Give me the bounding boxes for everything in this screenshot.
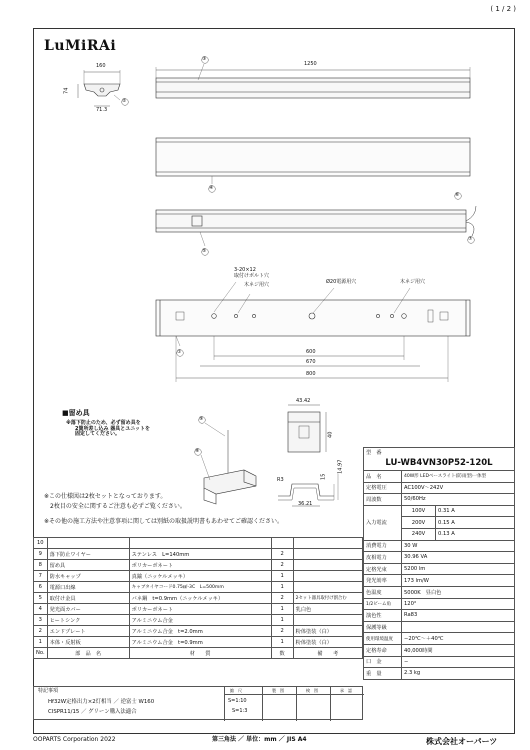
spec-key: 重 量	[364, 668, 402, 680]
spec-key: 消費電力	[364, 540, 402, 552]
dim-end-height: 74	[63, 87, 70, 94]
special-line-1: Hf32W定格出力×2灯相当 ／ 逆富士 W160	[48, 699, 155, 705]
spec-value: 5000K 昼白色	[402, 586, 515, 598]
part-name: 留め具	[47, 560, 129, 571]
table-row	[34, 604, 363, 615]
callout-5: ⑤	[202, 248, 207, 254]
table-row	[34, 582, 363, 593]
part-qty: 1	[271, 604, 293, 615]
part-name: 取付け金具	[47, 593, 129, 604]
scale-label: 縮 尺	[230, 688, 242, 693]
table-row	[34, 626, 363, 637]
part-material: キャブタイヤコード0.75㎟-3C L=500mm	[129, 582, 271, 593]
spec-key: 定格光束	[364, 563, 402, 575]
part-name	[47, 538, 129, 549]
special-notes-box	[33, 686, 363, 720]
stamp-check: 検 図	[306, 688, 318, 693]
scale-value-2: S=1:3	[232, 708, 248, 714]
header-name: 部 品 名	[47, 648, 129, 659]
part-remarks	[293, 571, 362, 582]
dim-hole-small-line1: 3-20×12	[234, 267, 256, 273]
input-current-label: 入力電流	[364, 505, 402, 540]
part-name: 防水キャップ	[47, 571, 129, 582]
table-row	[34, 560, 363, 571]
part-no: 4	[34, 604, 48, 615]
part-qty: 2	[271, 593, 293, 604]
part-material: アルミニウム合金 t=2.0mm	[129, 626, 271, 637]
spec-key: 皮相電力	[364, 552, 402, 564]
part-qty: 2	[271, 549, 293, 560]
part-name: 発光面カバー	[47, 604, 129, 615]
fixture-note-line2: 2箇所差し込み 器具とユニットを	[75, 425, 151, 432]
callout-8: ⑧	[195, 448, 200, 454]
spec-value: 30 W	[402, 540, 515, 552]
spec-value: 5200 lm	[402, 563, 515, 575]
spec-value: 40,000時間	[402, 644, 515, 656]
divider	[330, 687, 331, 721]
page-number: ( 1 / 2 )	[490, 5, 516, 13]
part-no: 2	[34, 626, 48, 637]
part-remarks: 粉体塗装（白）	[293, 626, 362, 637]
part-qty: 1	[271, 637, 293, 648]
dim-800: 800	[306, 371, 316, 377]
header-material: 材 質	[129, 648, 271, 659]
input-voltage: 200V	[402, 517, 436, 529]
part-name: エンドプレート	[47, 626, 129, 637]
part-no: 9	[34, 549, 48, 560]
spec-value	[402, 621, 515, 633]
spec-value: 40W形 LEDベースライト(防雨型)一体型	[402, 471, 515, 483]
footer-left: OOPARTS Corporation 2022	[33, 736, 116, 743]
dim-hole-small	[234, 268, 269, 279]
part-material: バネ鋼 t=0.9mm（ニッケルメッキ）	[129, 593, 271, 604]
part-no: 10	[34, 538, 48, 549]
fixture-title: ■留め具	[62, 409, 90, 417]
callout-2: ②	[122, 98, 127, 104]
note-3: ※その他の施工方法や注意事項に関しては別紙の取扱説明書もあわせてご確認ください。	[44, 518, 284, 525]
spec-key: 発光効率	[364, 575, 402, 587]
stamp-draft: 製 図	[272, 688, 284, 693]
dim-fix-d1: 15	[320, 473, 327, 480]
spec-table	[363, 447, 515, 680]
spec-key: 口 金	[364, 656, 402, 668]
table-row	[34, 571, 363, 582]
spec-value: −20℃〜＋40℃	[402, 633, 515, 645]
table-row	[34, 538, 363, 549]
input-voltage: 240V	[402, 528, 436, 540]
header-remarks: 備 考	[293, 648, 362, 659]
part-remarks	[293, 538, 362, 549]
stamp-approve: 承 認	[340, 688, 352, 693]
footer-company: 株式会社オーパーツ	[426, 737, 498, 746]
spec-key: 演色性	[364, 610, 402, 622]
callout-3: ③	[202, 56, 207, 62]
callout-6: ⑥	[455, 192, 460, 198]
part-remarks: 乳白色	[293, 604, 362, 615]
divider	[224, 694, 364, 695]
fixture-note-line1: 落下防止のため、必ず留め具を	[70, 420, 141, 426]
callout-4: ④	[209, 185, 214, 191]
spec-key: 周波数	[364, 494, 402, 506]
part-qty: 1	[271, 615, 293, 626]
callout-1: ①	[177, 349, 182, 355]
dim-end-offset: 71.3	[96, 107, 108, 113]
input-current: 0.15 A	[436, 517, 515, 529]
part-qty: 1	[271, 582, 293, 593]
divider	[224, 687, 225, 721]
dim-670: 670	[306, 359, 316, 365]
input-current: 0.13 A	[436, 528, 515, 540]
input-voltage: 100V	[402, 505, 436, 517]
dim-fix-w2: 36.21	[298, 501, 313, 507]
model-label: 型 番	[364, 448, 515, 457]
part-qty	[271, 538, 293, 549]
dim-fix-d2: 14.97	[337, 459, 344, 474]
divider	[296, 687, 297, 721]
header-qty: 数	[271, 648, 293, 659]
input-current: 0.31 A	[436, 505, 515, 517]
note-1: ※この仕様図は2枚セットとなっております。	[44, 493, 167, 500]
dim-fix-r: R3	[277, 477, 284, 483]
table-row	[34, 593, 363, 604]
spec-key: 保護等級	[364, 621, 402, 633]
footer-mid: 第三角法 ／ 単位：mm ／ JIS A4	[212, 736, 307, 743]
part-no: 8	[34, 560, 48, 571]
part-material: ポリカーボネート	[129, 604, 271, 615]
divider	[262, 687, 263, 721]
part-name: 電源口出線	[47, 582, 129, 593]
table-row	[34, 615, 363, 626]
dim-screw-left: 木ネジ用穴	[244, 282, 270, 288]
dim-end-width: 160	[96, 63, 106, 69]
spec-key: 定格寿命	[364, 644, 402, 656]
part-remarks	[293, 582, 362, 593]
part-name: 落下防止ワイヤー	[47, 549, 129, 560]
part-no: 6	[34, 582, 48, 593]
part-material: 真鍮（ニッケルメッキ）	[129, 571, 271, 582]
part-qty: 2	[271, 560, 293, 571]
part-material: アルミニウム合金	[129, 615, 271, 626]
spec-value: 120°	[402, 598, 515, 610]
callout-9: ⑨	[199, 416, 204, 422]
part-qty: 2	[271, 626, 293, 637]
fixture-note-line3: 固定してください。	[75, 431, 121, 437]
spec-key: 定格電圧	[364, 482, 402, 494]
dim-screw-right: 木ネジ用穴	[400, 279, 426, 285]
note-2: 2枚目の安全に関するご注意も必ずご覧ください。	[44, 503, 186, 510]
spec-value: Ra83	[402, 610, 515, 622]
spec-key: 使用環境温度	[364, 633, 402, 645]
special-line-2: CISPR11/15 ／ グリーン購入法適合	[48, 709, 137, 715]
spec-value: 173 lm/W	[402, 575, 515, 587]
spec-key: 色温度	[364, 586, 402, 598]
part-remarks	[293, 549, 362, 560]
part-name: 本体・反射板	[47, 637, 129, 648]
part-material: ステンレス L=140mm	[129, 549, 271, 560]
part-remarks	[293, 560, 362, 571]
spec-value: 2.3 kg	[402, 668, 515, 680]
part-remarks: 粉体塗装（白）	[293, 637, 362, 648]
part-no: 1	[34, 637, 48, 648]
dim-hole-small-line2: 取付けボルト穴	[234, 272, 270, 279]
part-qty: 1	[271, 571, 293, 582]
dim-fix-width: 43.42	[296, 398, 311, 404]
dim-length: 1250	[304, 61, 317, 67]
special-title: 特記事項	[38, 688, 59, 694]
part-material: アルミニウム合金 t=0.9mm	[129, 637, 271, 648]
dim-600: 600	[306, 349, 316, 355]
part-no: 7	[34, 571, 48, 582]
spec-value: 30.96 VA	[402, 552, 515, 564]
part-no: 3	[34, 615, 48, 626]
part-material	[129, 538, 271, 549]
part-remarks	[293, 615, 362, 626]
table-row	[34, 637, 363, 648]
part-no: 5	[34, 593, 48, 604]
part-remarks: 2セット器具取付け割合む	[293, 593, 362, 604]
table-header	[34, 648, 363, 659]
spec-value: 50/60Hz	[402, 494, 515, 506]
dim-fix-height: 40	[327, 431, 334, 438]
dim-power-hole: Ø20電源用穴	[326, 279, 357, 285]
header-no: No.	[34, 648, 48, 659]
spec-key: 品 名	[364, 471, 402, 483]
part-name: ヒートシンク	[47, 615, 129, 626]
brand-logo: LuMiRAi	[44, 38, 117, 54]
table-row	[34, 549, 363, 560]
callout-7: ⑦	[468, 236, 473, 242]
fixture-note-mark: ※	[66, 420, 71, 426]
spec-value: −	[402, 656, 515, 668]
spec-value: AC100V〜242V	[402, 482, 515, 494]
fixture-note	[66, 421, 150, 438]
part-material: ポリカーボネート	[129, 560, 271, 571]
spec-key: 1/2ビーム角	[364, 598, 402, 610]
model-number: LU-WB4VN30P52-120L	[364, 457, 515, 471]
scale-value-1: S=1:10	[228, 698, 247, 704]
parts-table	[33, 537, 363, 659]
